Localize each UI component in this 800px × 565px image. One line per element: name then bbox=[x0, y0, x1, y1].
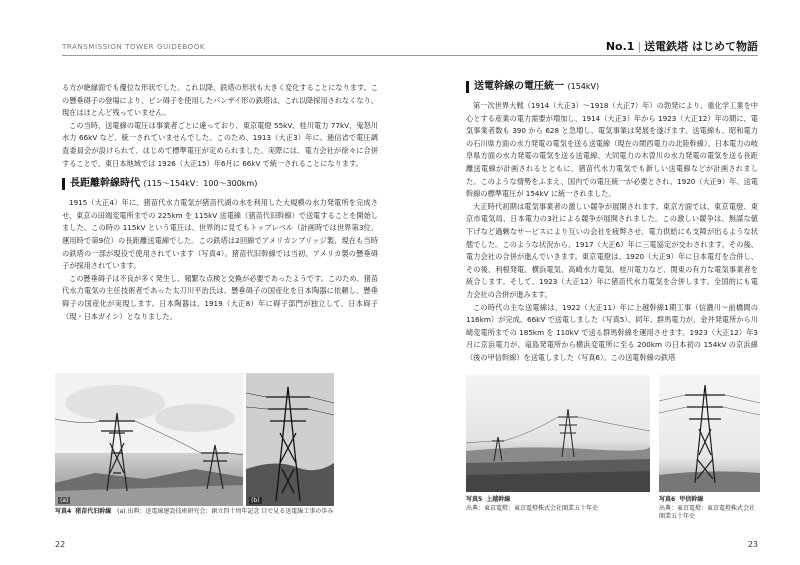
caption-6-source-line1: 出典：東京電燈：東京電燈株式会社 bbox=[659, 504, 756, 512]
page-number-right: 23 bbox=[747, 540, 758, 549]
section-heading-voltage bbox=[466, 80, 758, 94]
chapter-header bbox=[606, 38, 758, 54]
caption-5-source: 出典：東京電燈：東京電燈株式会社開業五十年史 bbox=[466, 504, 599, 512]
page-number-left: 22 bbox=[55, 540, 66, 549]
section-heading-long-distance bbox=[62, 177, 378, 191]
section-heading-sub: (115～154kV：100～300km) bbox=[143, 179, 258, 189]
caption-4-title: 猪苗代旧幹線 bbox=[75, 508, 112, 515]
running-head: TRANSMISSION TOWER GUIDEBOOK bbox=[62, 43, 206, 51]
caption-5-title: 上越幹線 bbox=[486, 496, 511, 503]
left-body-text bbox=[62, 82, 378, 323]
caption-4-source: (a) 出典：送電線建設技術研究会：創立四十周年記念 目で見る送電線工事の歩み bbox=[117, 508, 334, 515]
right-body-text bbox=[466, 80, 758, 364]
intro-paragraph-1: る方が絶縁面でも優位な形状でした。これ以降、鉄塔の形状も大きく変化することになります。この懸垂碍子の登場により、ピン碍子を使用したパンザイ形の鉄塔は、これ以降採用されなくなり、現在はほとんど残っていません。 bbox=[62, 83, 378, 118]
photo-4b bbox=[246, 373, 334, 506]
section-heading-title: 長距離幹線時代 bbox=[70, 178, 140, 190]
tower-photo-5-image bbox=[466, 375, 650, 492]
right-paragraph-1: 第一次世界大戦（1914（大正3）～1918（大正7）年）の勃発により、重化学工業を中心とする産業の電力需要が増加し、1914（大正3）年から 1923（大正12）年の間に、電気事業者数も 390 から 628 と急増し、電気事業は発展を遂げます。送電線も、昭和電力の石川県方面の水力発電の電気を送る送電線（現在の関西電力の北陸幹線）、日本電力の岐阜県方面の水力発電の電気を送る送電線、大同電力の木曽川の水力発電の電気を送る長距離送電線が計画されるとともに、猪苗代水力電気でも新しい送電線などが計画されました。このような情勢をふまえ、国内での電圧統一が必要とされ、1920（大正9）年、送電幹線の標準電圧が 154kV に統一されました。 bbox=[466, 101, 758, 199]
section-heading-sub-right: (154kV) bbox=[567, 82, 600, 91]
photo-5 bbox=[466, 375, 650, 492]
section-paragraph-1: 1915（大正4）年に、猪苗代水力電気が猪苗代湖の水を利用した大規模の水力発電所を完成させ、東京の田端変電所までの 225km を 115kV 送電線（猪苗代旧幹線）で送電することを開始しました。この時の 115kV という電圧は、世界的に見てもトップレベル（計画時では世界第3位、運用時で第9位）の長距離送電線でした。この鉄塔は2回線でアメリカンブリッジ製、現在も当時の鉄塔の一部が現役で使用されています（写真4）。猪苗代旧幹線では当初、アメリカ製の懸垂碍子が採用されています。 bbox=[62, 198, 378, 271]
header-rule-left bbox=[62, 55, 400, 56]
right-page bbox=[400, 0, 800, 565]
caption-photo-4 bbox=[55, 508, 385, 517]
section-heading-title-right: 送電幹線の電圧統一 bbox=[474, 81, 564, 92]
chapter-title: 送電鉄塔 はじめて物語 bbox=[644, 40, 758, 53]
caption-5-number: 写真5 bbox=[466, 496, 483, 503]
tower-photo-4a-image bbox=[55, 373, 243, 506]
caption-photo-6 bbox=[659, 496, 769, 522]
header-rule-right bbox=[400, 55, 758, 56]
tower-photo-6-image bbox=[659, 375, 760, 492]
caption-4-number: 写真4 bbox=[55, 508, 72, 515]
photo-4b-label: (b) bbox=[251, 497, 260, 504]
photo-6 bbox=[659, 375, 760, 492]
tower-photo-4b-image bbox=[246, 373, 334, 506]
intro-paragraph-2: この当時、送電線の電圧は事業者ごとに違っており、東京電燈 55kV、桂川電力 77kV、鬼怒川水力 66kV など、統一されていませんでした。このため、1913（大正3）年に、逓信省で電圧調査委員会が設けられて、はじめて標準電圧が定められました。実際には、電力会社が徐々に合併することで、東日本地域では 1926（大正15）年6月に 66kV で統一されることになります。 bbox=[62, 120, 378, 168]
chapter-separator: | bbox=[637, 40, 642, 53]
chapter-number: No.1 bbox=[605, 40, 635, 53]
caption-6-number: 写真6 bbox=[659, 496, 676, 503]
caption-6-source-line2: 開業五十年史 bbox=[659, 513, 696, 520]
caption-6-title: 甲信幹線 bbox=[679, 496, 704, 503]
section-paragraph-2: この懸垂碍子は不良が多く発生し、頻繁な点検と交換が必要であったようです。このため、猪苗代水力電気の主任技術者であった太刀川平治氏は、懸垂碍子の国産化を日本陶器に依頼し、懸垂碍子の国産化が実現します。日本陶器は、1919（大正8）年に碍子部門が独立して、日本碍子（現・日本ガイシ）となりました。 bbox=[62, 273, 378, 321]
right-paragraph-2: 大正時代初期は電気事業者の激しい競争が展開されます。東京方面では、東京電燈、東京市電気局、日本電力の3社による競争が展開されました。この激しい競争は、無謀な値下げなど過剰なサービスにより互いの会社を疲弊させ、電力供給にも支障が出るような状態でした。このような状況から、1917（大正6）年に三電協定が交わされます。その後、電力会社の合併が進んでいきます。東京電燈は、1920（大正9）年に日本電灯を合併し、その後、利根発電、横浜電気、高崎水力電気、桂川電力など、関東の有力な電気事業者を統合します。そして、1923（大正12）年に猪苗代水力電気を合併します。全国的にも電力会社の合併が進みます。 bbox=[466, 201, 758, 299]
caption-photo-5 bbox=[466, 496, 656, 513]
right-paragraph-3: この時代の主な送電線は、1922（大正11）年に上越幹線1期工事（信濃川～前橋間の 116km）が完成、66kV で送電しました（写真5）。同年、群馬電力が、金井発電所から川崎変電所までの 185km を 110kV で送る群馬幹線を運用させます。1923（大正12）年3月に京浜電力が、竜島発電所から横浜変電所に至る 200km の日本初の 154kV の京浜線（後の甲信幹線）を送電しました（写真6）。この送電幹線の鉄塔 bbox=[466, 302, 758, 362]
photo-4a bbox=[55, 373, 243, 506]
photo-4a-label: (a) bbox=[60, 497, 69, 504]
